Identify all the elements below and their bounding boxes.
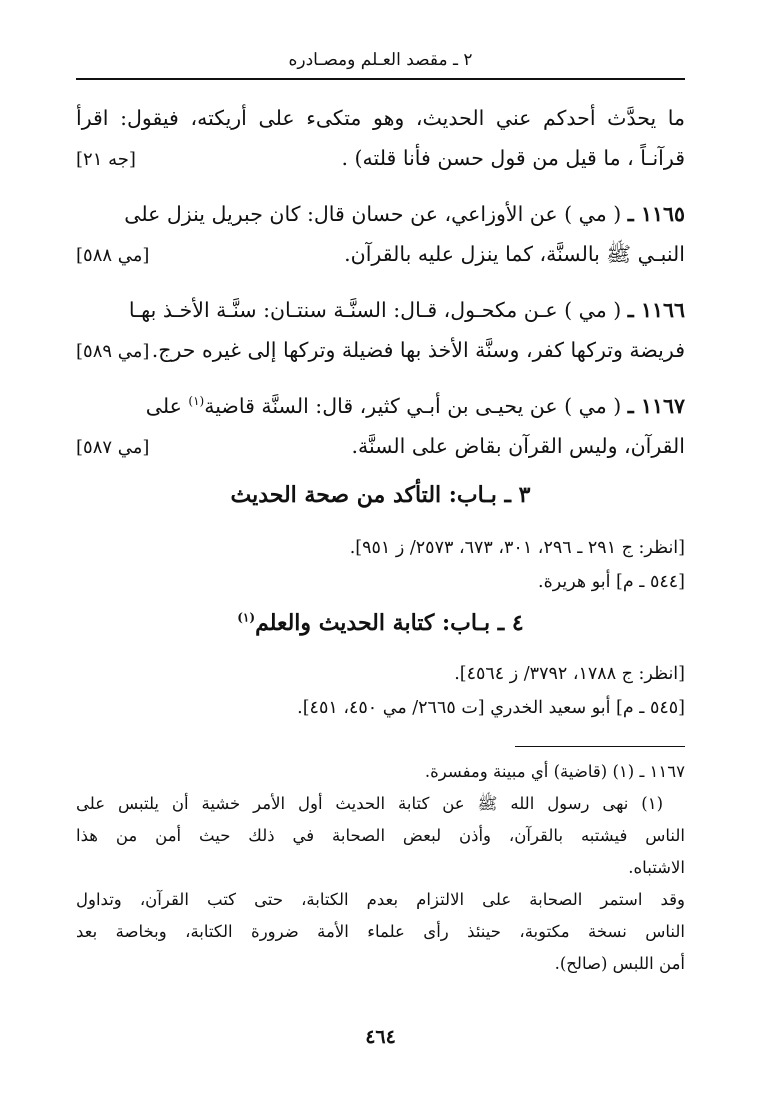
- hadith-number: ١١٦٦ ـ: [627, 298, 685, 322]
- cross-reference: [٥٤٤ ـ م] أبو هريرة.: [538, 572, 685, 592]
- footnote-line: الناس نسخة مكتوبة، حينئذ رأى علماء الأمة ضرورة الكتابة، وبخاصة بعد: [76, 922, 685, 941]
- footnotes: [76, 756, 685, 980]
- hadith-entry-1167: [76, 386, 685, 466]
- footnote-marker[interactable]: (١): [188, 394, 205, 409]
- cross-reference: [انظر: ج ١٧٨٨، ٣٧٩٢/ ز ٤٥٦٤].: [454, 664, 685, 684]
- hadith-entry-1166: [76, 290, 685, 370]
- entry-line: القرآن، وليس القرآن بقاض على السنَّة.: [351, 434, 685, 458]
- entry-line: ( مي ) عن يحيـى بن أبـي كثير، قال: السنَّة قاضية: [204, 394, 622, 418]
- footnote-line: الناس فيشتبه بالقرآن، وأذن لبعض الصحابة في ذلك حيث أمن من هذا: [76, 826, 685, 845]
- footnote-line: وقد استمر الصحابة على الالتزام بعدم الكتابة، حتى كتب القرآن، وتداول: [76, 890, 685, 909]
- footnote-line: أمن اللبس (صالح).: [554, 954, 685, 973]
- entry-line: قرآنـاً ، ما قيل من قول حسن فأنا قلته) .: [341, 146, 685, 170]
- entry-line: على: [145, 394, 189, 418]
- hadith-number: ١١٦٥ ـ: [627, 202, 685, 226]
- entry-line: فريضة وتركها كفر، وسنَّة الأخذ بها فضيلة وتركها إلى غيره حرج.: [151, 338, 685, 362]
- entry-line: ( مي ) عـن مكحـول، قـال: السنَّـة سنتـان: سنَّـة الأخـذ بهـا: [128, 298, 622, 322]
- footnote-1167: ١١٦٧ ـ (١) (قاضية) أي مبينة ومفسرة.: [424, 762, 685, 781]
- footnote-rule: [515, 746, 685, 747]
- source-reference: [جه ٢١]: [76, 149, 136, 170]
- page-number: ٤٦٤: [365, 1026, 396, 1048]
- cross-reference: [انظر: ج ٢٩١ ـ ٢٩٦، ٣٠١، ٦٧٣، ٢٥٧٣/ ز ٩٥١].: [349, 538, 685, 558]
- hadith-number: ١١٦٧ ـ: [627, 394, 685, 418]
- entry-line: ما يحدَّث أحدكم عني الحديث، وهو متكىء على أريكته، فيقول: اقرأ: [76, 106, 685, 130]
- book-page: [76, 0, 685, 1102]
- chapter-title: ٤ ـ بـاب: كتابة الحديث والعلم: [255, 610, 524, 636]
- footnote-line: الاشتباه.: [628, 858, 685, 877]
- hadith-entries: [76, 98, 685, 482]
- entry-line: ( مي ) عن الأوزاعي، عن حسان قال: كان جبريل ينزل على: [124, 202, 622, 226]
- source-reference: [مي ٥٨٩]: [76, 341, 150, 362]
- footnote-marker[interactable]: (١): [237, 610, 256, 625]
- source-reference: [مي ٥٨٧]: [76, 437, 150, 458]
- hadith-entry-1164-continuation: [76, 98, 685, 178]
- chapter-heading-3: ٣ ـ بـاب: التأكد من صحة الحديث: [230, 482, 531, 508]
- hadith-entry-1165: [76, 194, 685, 274]
- entry-line: النبـي ﷺ بالسنَّة، كما ينزل عليه بالقرآن.: [344, 242, 685, 266]
- footnote-line: (١) نهى رسول الله ﷺ عن كتابة الحديث أول الأمر خشية أن يلتبس على: [76, 794, 663, 813]
- header-rule: [76, 78, 685, 80]
- running-head: ٢ ـ مقصد العـلم ومصـادره: [288, 50, 473, 70]
- cross-reference: [٥٤٥ ـ م] أبو سعيد الخدري [ت ٢٦٦٥/ مي ٤٥٠، ٤٥١].: [297, 698, 685, 718]
- chapter-heading-4: [76, 610, 685, 636]
- source-reference: [مي ٥٨٨]: [76, 245, 150, 266]
